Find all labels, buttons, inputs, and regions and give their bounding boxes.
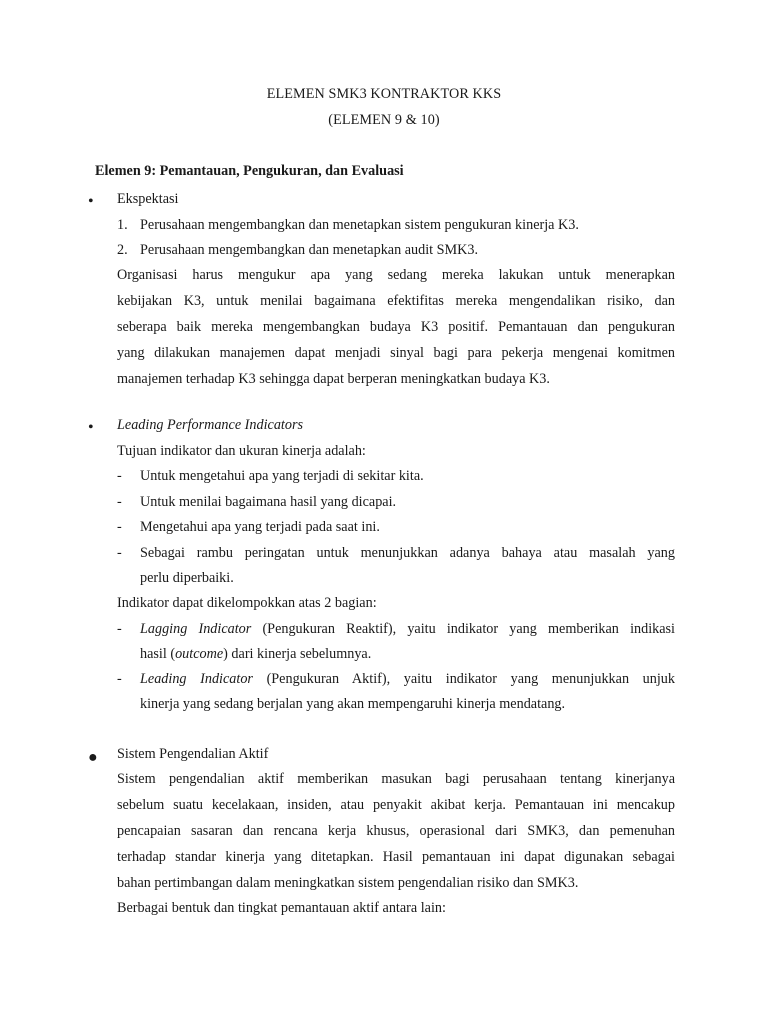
list-item: Mengetahui apa yang terjadi pada saat ini. xyxy=(140,519,380,535)
dash-marker: - xyxy=(117,494,122,510)
bullet-label-sistem: Sistem Pengendalian Aktif xyxy=(117,746,269,762)
dash-marker: - xyxy=(117,468,122,484)
document-subtitle: (ELEMEN 9 & 10) xyxy=(328,112,440,128)
closing-text: Berbagai bentuk dan tingkat pemantauan aktif antara lain: xyxy=(117,900,446,916)
paragraph-line: terhadap standar kinerja yang ditetapkan. Hasil pemantauan ini dapat digunakan sebagai xyxy=(117,849,675,865)
paragraph-line: yang dilakukan manajemen dapat menjadi sinyal bagi para pekerja mengenai komitmen xyxy=(117,345,675,361)
list-item-line: Lagging Indicator (Pengukuran Reaktif), yaitu indikator yang memberikan indikasi xyxy=(140,621,676,637)
paragraph-line: seberapa baik mereka mengembangkan budaya K3 positif. Pemantauan dan pengukuran xyxy=(117,319,675,335)
bullet-label-leading: Leading Performance Indicators xyxy=(117,417,303,433)
paragraph-line: sebelum suatu kecelakaan, insiden, atau penyakit akibat kerja. Pemantauan ini mencakup xyxy=(117,797,675,813)
bullet-icon: • xyxy=(88,193,94,210)
list-item-line: kinerja yang sedang berjalan yang akan mempengaruhi kinerja mendatang. xyxy=(140,696,566,712)
bullet-label-ekspektasi: Ekspektasi xyxy=(117,191,179,207)
paragraph-line: Sistem pengendalian aktif memberikan masukan bagi perusahaan tentang kinerjanya xyxy=(117,771,675,787)
dash-marker: - xyxy=(117,621,122,637)
dash-marker: - xyxy=(117,671,122,687)
paragraph-line: Organisasi harus mengukur apa yang sedang mereka lakukan untuk menerapkan xyxy=(117,267,675,283)
intro-text: Tujuan indikator dan ukuran kinerja adalah: xyxy=(117,443,366,459)
list-item-line: Sebagai rambu peringatan untuk menunjukkan adanya bahaya atau masalah yang xyxy=(140,545,675,561)
document-title: ELEMEN SMK3 KONTRAKTOR KKS xyxy=(266,86,502,102)
list-item: Perusahaan mengembangkan dan menetapkan audit SMK3. xyxy=(140,242,479,258)
list-item: Perusahaan mengembangkan dan menetapkan sistem pengukuran kinerja K3. xyxy=(140,217,579,233)
list-number: 2. xyxy=(117,242,128,258)
list-item: Untuk menilai bagaimana hasil yang dicapai. xyxy=(140,494,397,510)
paragraph-line: bahan pertimbangan dalam meningkatkan sistem pengendalian risiko dan SMK3. xyxy=(117,875,579,891)
paragraph-line: pencapaian sasaran dan rencana kerja khusus, operasional dari SMK3, dan pemenuhan xyxy=(117,823,675,839)
bullet-icon: • xyxy=(88,419,94,436)
bullet-icon: ● xyxy=(88,749,98,766)
list-item-line: Leading Indicator (Pengukuran Aktif), yaitu indikator yang menunjukkan unjuk xyxy=(140,671,675,687)
paragraph-line: manajemen terhadap K3 sehingga dapat berperan meningkatkan budaya K3. xyxy=(117,371,550,387)
list-number: 1. xyxy=(117,217,128,233)
section-heading: Elemen 9: Pemantauan, Pengukuran, dan Evaluasi xyxy=(95,163,404,179)
dash-marker: - xyxy=(117,545,122,561)
list-item-line: perlu diperbaiki. xyxy=(140,570,234,586)
paragraph-line: kebijakan K3, untuk menilai bagaimana efektifitas mereka mengendalikan risiko, dan xyxy=(117,293,675,309)
list-item: Untuk mengetahui apa yang terjadi di sekitar kita. xyxy=(140,468,424,484)
list-item-line: hasil (outcome) dari kinerja sebelumnya. xyxy=(140,646,372,662)
intro-text: Indikator dapat dikelompokkan atas 2 bagian: xyxy=(117,595,377,611)
dash-marker: - xyxy=(117,519,122,535)
